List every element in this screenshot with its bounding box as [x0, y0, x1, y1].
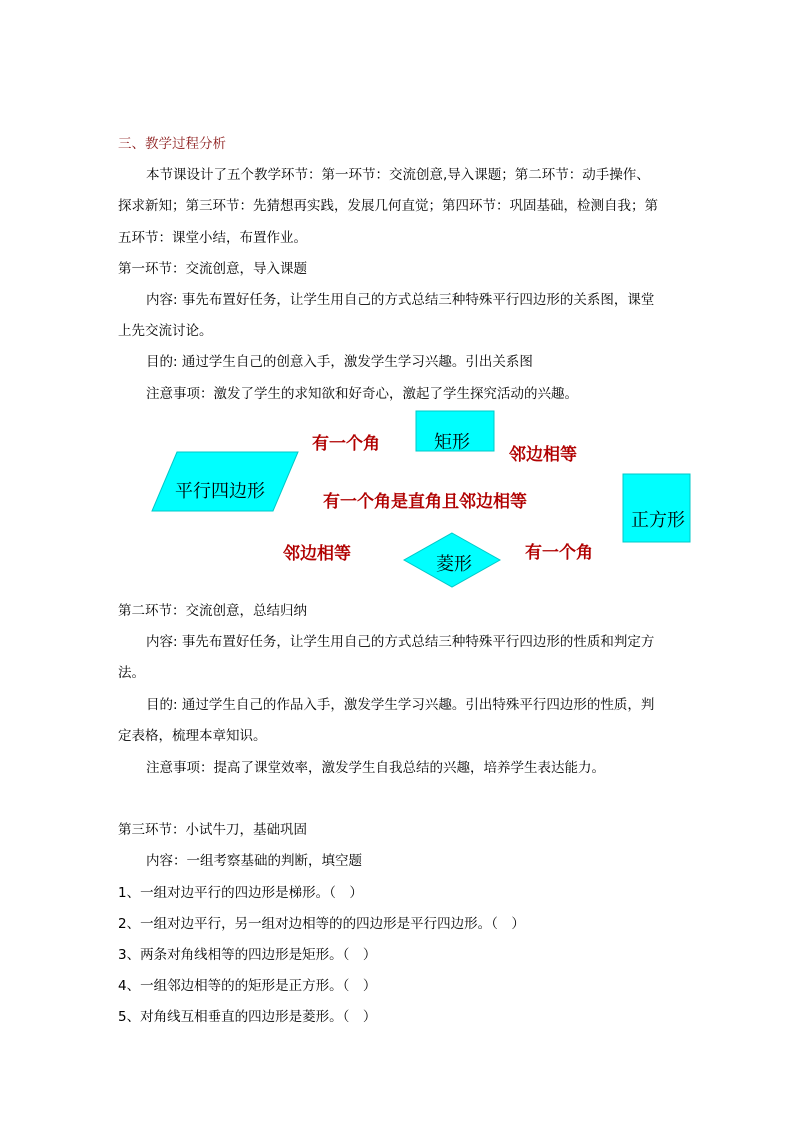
rhombus-label: 菱形	[436, 554, 472, 575]
stage3-content: 内容：一组考察基础的判断，填空题	[146, 853, 362, 869]
stage2-content-1: 内容: 事先布置好任务，让学生用自己的方式总结三种特殊平行四边形的性质和判定方	[146, 634, 655, 650]
label-top-right: 邻边相等	[509, 445, 577, 465]
stage1-title: 第一环节：交流创意，导入课题	[118, 261, 307, 277]
label-bottom-left: 邻边相等	[283, 544, 351, 564]
stage2-notes: 注意事项：提高了课堂效率，激发学生自我总结的兴趣，培养学生表达能力。	[146, 760, 605, 776]
parallelogram-label: 平行四边形	[175, 481, 265, 502]
stage2-content-2: 法。	[118, 665, 145, 681]
intro-line-1: 本节课设计了五个教学环节：第一环节：交流创意,导入课题；第二环节：动手操作、	[146, 167, 650, 183]
intro-line-2: 探求新知；第三环节：先猜想再实践，发展几何直觉；第四环节：巩固基础，检测自我；第	[118, 198, 658, 214]
intro-line-3: 五环节：课堂小结，布置作业。	[118, 230, 307, 246]
stage1-notes: 注意事项：激发了学生的求知欲和好奇心，激起了学生探究活动的兴趣。	[146, 386, 578, 402]
stage1-purpose: 目的: 通过学生自己的创意入手，激发学生学习兴趣。引出关系图	[146, 354, 533, 370]
stage2-purpose-1: 目的: 通过学生自己的作品入手，激发学生学习兴趣。引出特殊平行四边形的性质，判	[146, 697, 655, 713]
label-center: 有一个角是直角且邻边相等	[323, 492, 527, 512]
question-4: 4、一组邻边相等的的矩形是正方形。（ ）	[118, 978, 377, 994]
stage2-purpose-2: 定表格，梳理本章知识。	[118, 728, 267, 744]
label-top-left: 有一个角	[312, 434, 380, 454]
question-3: 3、两条对角线相等的四边形是矩形。（ ）	[118, 947, 377, 963]
square-label: 正方形	[631, 510, 685, 531]
question-2: 2、一组对边平行，另一组对边相等的的四边形是平行四边形。（ ）	[118, 916, 525, 932]
stage1-content-1: 内容: 事先布置好任务，让学生用自己的方式总结三种特殊平行四边形的关系图，课堂	[146, 292, 655, 308]
stage2-title: 第二环节：交流创意，总结归纳	[118, 603, 307, 619]
stage1-content-2: 上先交流讨论。	[118, 323, 213, 339]
question-1: 1、一组对边平行的四边形是梯形。（ ）	[118, 885, 363, 901]
rectangle-label: 矩形	[434, 432, 470, 453]
question-5: 5、对角线互相垂直的四边形是菱形。（ ）	[118, 1009, 377, 1025]
label-bottom-right: 有一个角	[525, 543, 593, 563]
stage3-title: 第三环节：小试牛刀，基础巩固	[118, 822, 307, 838]
section-title: 三、教学过程分析	[118, 136, 226, 152]
